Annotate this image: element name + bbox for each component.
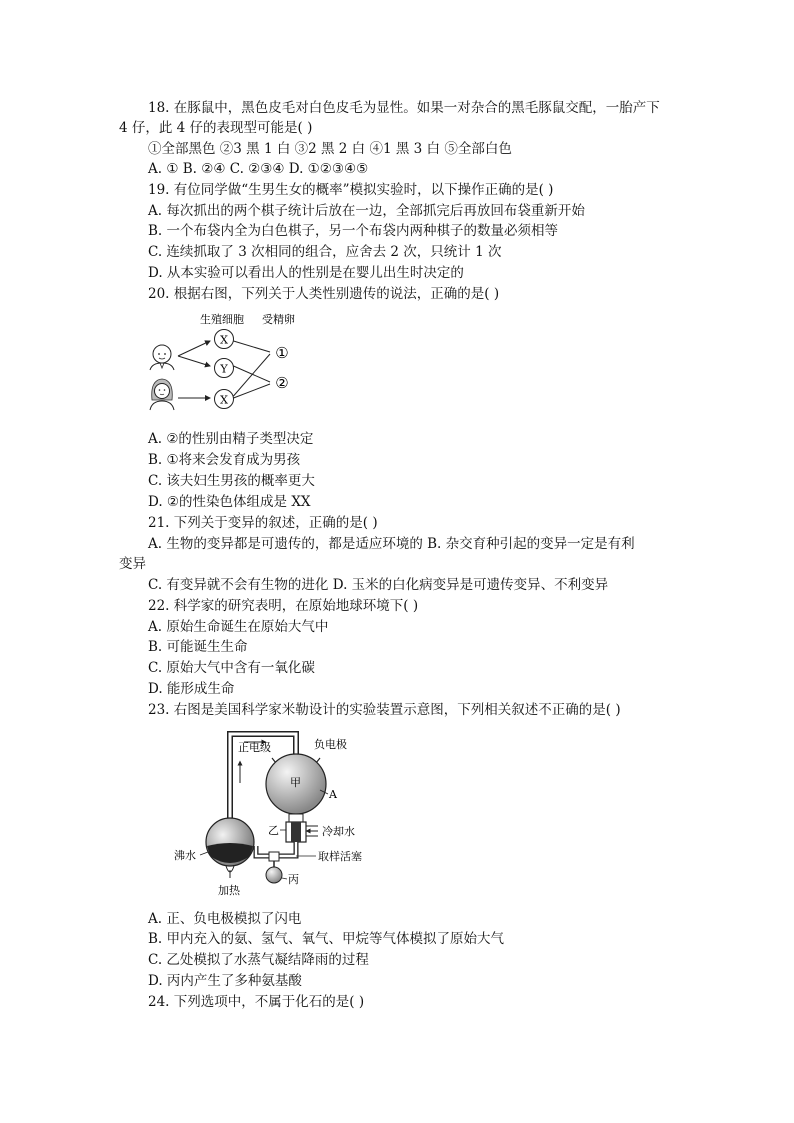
q23-option-b: B. 甲内充入的氨、氢气、氧气、甲烷等气体模拟了原始大气 xyxy=(148,931,505,947)
sex-inheritance-diagram xyxy=(140,308,310,418)
q18-stem-line2: 4 仔，此 4 仔的表现型可能是( ) xyxy=(119,120,313,136)
zygote-1: ① xyxy=(275,344,289,362)
label-negative-electrode: 负电极 xyxy=(314,738,347,751)
label-boiling-water: 沸水 xyxy=(174,849,196,862)
q24-stem: 24. 下列选项中，不属于化石的是( ) xyxy=(148,994,365,1010)
miller-experiment-diagram xyxy=(168,728,388,900)
q23-option-c: C. 乙处模拟了水蒸气凝结降雨的过程 xyxy=(148,952,369,968)
mother-icon xyxy=(150,379,174,410)
q22-option-a: A. 原始生命诞生在原始大气中 xyxy=(148,619,329,635)
q19-stem: 19. 有位同学做“生男生女的概率”模拟实验时，以下操作正确的是( ) xyxy=(148,182,554,198)
q21-options-ab: A. 生物的变异都是可遗传的，都是适应环境的 B. 杂交育种引起的变异一定是有利 xyxy=(148,536,635,552)
q21-options-cd: C. 有变异就不会有生物的进化 D. 玉米的白化病变异是可遗传变异、不利变异 xyxy=(148,577,609,593)
q19-option-d: D. 从本实验可以看出人的性别是在婴儿出生时决定的 xyxy=(148,265,464,281)
q18-stem-line1: 18. 在豚鼠中，黑色皮毛对白色皮毛为显性。如果一对杂合的黑毛豚鼠交配，一胎产下 xyxy=(148,100,660,116)
gamete-y: Y xyxy=(220,362,228,376)
q21-options-ab-cont: 变异 xyxy=(119,556,146,572)
zygote-2: ② xyxy=(275,374,289,392)
q18-items: ①全部黑色 ②3 黑 1 白 ③2 黑 2 白 ④1 黑 3 白 ⑤全部白色 xyxy=(148,141,512,157)
label-bing: 丙 xyxy=(288,873,299,886)
label-positive-electrode: 正电级 xyxy=(238,741,271,754)
q18-options: A. ① B. ②④ C. ②③④ D. ①②③④⑤ xyxy=(148,161,369,177)
q19-option-a: A. 每次抓出的两个棋子统计后放在一边，全部抓完后再放回布袋重新开始 xyxy=(148,203,585,219)
q20-option-b: B. ①将来会发育成为男孩 xyxy=(148,452,301,468)
q22-option-c: C. 原始大气中含有一氧化碳 xyxy=(148,660,315,676)
label-sampling-valve: 取样活塞 xyxy=(318,850,362,863)
gamete-x-mother: X xyxy=(220,393,228,407)
q23-option-a: A. 正、负电极模拟了闪电 xyxy=(148,911,302,927)
gamete-x-father: X xyxy=(220,333,228,347)
q20-stem: 20. 根据右图，下列关于人类性别遗传的说法，正确的是( ) xyxy=(148,286,500,302)
q20-option-c: C. 该夫妇生男孩的概率更大 xyxy=(148,473,315,489)
label-jia: 甲 xyxy=(290,776,301,789)
label-heating: 加热 xyxy=(218,884,240,897)
q21-stem: 21. 下列关于变异的叙述，正确的是( ) xyxy=(148,515,378,531)
label-a: A xyxy=(329,788,337,801)
q20-option-d: D. ②的性染色体组成是 XX xyxy=(148,494,311,510)
label-germ-cells: 生殖细胞 xyxy=(200,313,244,326)
q22-option-b: B. 可能诞生生命 xyxy=(148,639,248,655)
q23-stem: 23. 右图是美国科学家米勒设计的实验装置示意图，下列相关叙述不正确的是( ) xyxy=(148,702,621,718)
label-yi: 乙 xyxy=(268,824,279,837)
q22-option-d: D. 能形成生命 xyxy=(148,681,235,697)
q19-option-b: B. 一个布袋内全为白色棋子，另一个布袋内两种棋子的数量必须相等 xyxy=(148,223,559,239)
q19-option-c: C. 连续抓取了 3 次相同的组合，应舍去 2 次，只统计 1 次 xyxy=(148,244,502,260)
q20-option-a: A. ②的性别由精子类型决定 xyxy=(148,431,314,447)
label-zygote: 受精卵 xyxy=(262,313,295,326)
father-icon xyxy=(150,345,174,371)
label-cooling-water: 冷却水 xyxy=(322,825,355,838)
q22-stem: 22. 科学家的研究表明，在原始地球环境下( ) xyxy=(148,598,419,614)
q23-option-d: D. 丙内产生了多种氨基酸 xyxy=(148,973,302,989)
